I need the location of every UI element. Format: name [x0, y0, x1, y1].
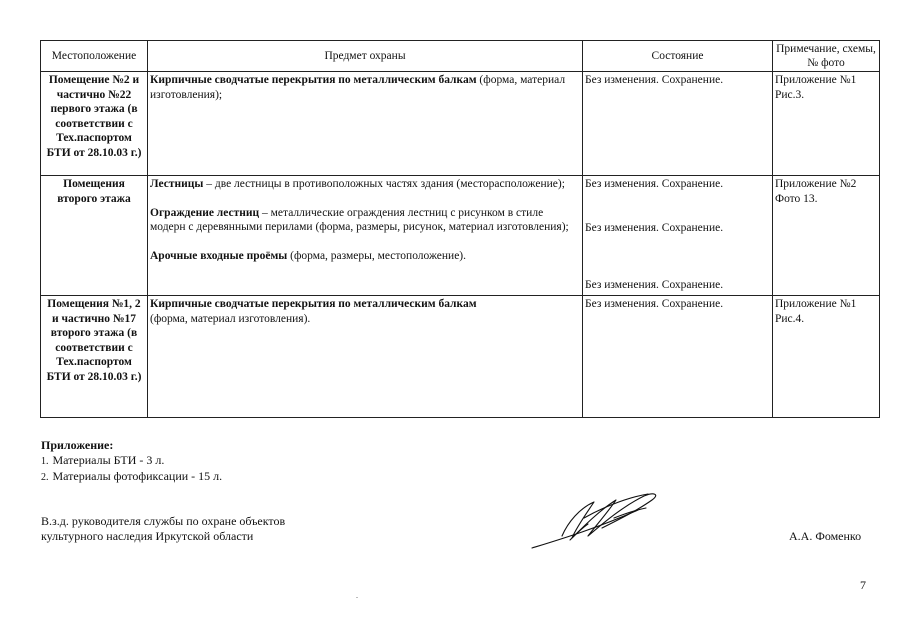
subject-detail: – две лестницы в противоположных частях здания (месторасположение);	[203, 178, 565, 190]
subject-detail: (форма, размеры, местоположение).	[287, 249, 467, 262]
heritage-protection-table	[40, 40, 880, 418]
note-cell	[773, 72, 880, 176]
note-figure: Рис.3.	[775, 88, 805, 101]
note-cell	[773, 296, 880, 418]
signatory-name: А.А. Фоменко	[789, 529, 862, 543]
table-row	[41, 72, 880, 176]
status-text: Без изменения. Сохранение.	[585, 74, 724, 86]
subject-paragraph	[150, 249, 580, 264]
status-cell	[583, 72, 773, 176]
subject-cell	[148, 72, 583, 176]
subject-detail: – металлические ограждения лестниц с рисунком в стиле модерн с деревянными перилами (форма, размеры, рисунок, материал изготовления);	[150, 206, 569, 233]
subject-title: Арочные входные проёмы	[150, 249, 288, 262]
subject-cell	[148, 176, 583, 296]
appendix-item-text: Материалы БТИ - 3 л.	[52, 453, 165, 467]
appendix-item	[41, 469, 222, 485]
handwritten-signature	[528, 488, 664, 552]
subject-detail: (форма, материал изготовления);	[150, 74, 566, 101]
subject-title: Кирпичные сводчатые перекрытия по металлическим балкам	[150, 298, 477, 310]
table-row	[41, 296, 880, 418]
location-cell: Помещения второго этажа	[41, 176, 148, 296]
signatory-role-line: В.з.д. руководителя службы по охране объектов	[41, 514, 286, 528]
subject-paragraph	[150, 206, 580, 235]
appendix-item-number: 1.	[41, 456, 49, 467]
subject-title: Ограждение лестниц	[150, 206, 260, 219]
appendix-title: Приложение:	[41, 438, 114, 452]
subject-title: Кирпичные сводчатые перекрытия по металлическим балкам	[150, 74, 477, 86]
appendix-item	[41, 453, 222, 469]
status-cell	[583, 176, 773, 296]
location-cell: Помещение №2 и частично №22 первого этажа (в соответствии с Тех.паспортом БТИ от 28.10.03 г.)	[41, 72, 148, 176]
note-appendix: Приложение №1	[775, 74, 857, 86]
appendix-item-number: 2.	[41, 472, 49, 483]
appendix-block	[41, 438, 222, 485]
scan-speck	[356, 597, 358, 598]
signatory-role	[41, 514, 341, 544]
table-header-row	[41, 41, 880, 72]
subject-paragraph	[150, 177, 580, 192]
header-note: Примечание, схемы, № фото	[773, 41, 880, 72]
subject-title: Лестницы	[150, 178, 204, 190]
page-number: 7	[860, 578, 866, 592]
status-text: Без изменения. Сохранение.	[585, 221, 724, 234]
header-status: Состояние	[583, 41, 773, 72]
status-text: Без изменения. Сохранение.	[585, 178, 724, 190]
appendix-item-text: Материалы фотофиксации - 15 л.	[52, 469, 223, 483]
header-subject: Предмет охраны	[148, 41, 583, 72]
signatory-role-line: культурного наследия Иркутской области	[41, 529, 254, 543]
status-cell	[583, 296, 773, 418]
status-text: Без изменения. Сохранение.	[585, 279, 724, 291]
note-appendix: Приложение №1	[775, 298, 857, 310]
header-location: Местоположение	[41, 41, 148, 72]
location-cell: Помещения №1, 2 и частично №17 второго этажа (в соответствии с Тех.паспортом БТИ от 28.10.03 г.)	[41, 296, 148, 418]
status-text: Без изменения. Сохранение.	[585, 298, 724, 310]
subject-cell	[148, 296, 583, 418]
subject-detail: (форма, материал изготовления).	[150, 312, 311, 325]
note-cell	[773, 176, 880, 296]
note-figure: Рис.4.	[775, 312, 805, 325]
note-figure: Фото 13.	[775, 192, 818, 205]
note-appendix: Приложение №2	[775, 178, 857, 190]
table-row	[41, 176, 880, 296]
